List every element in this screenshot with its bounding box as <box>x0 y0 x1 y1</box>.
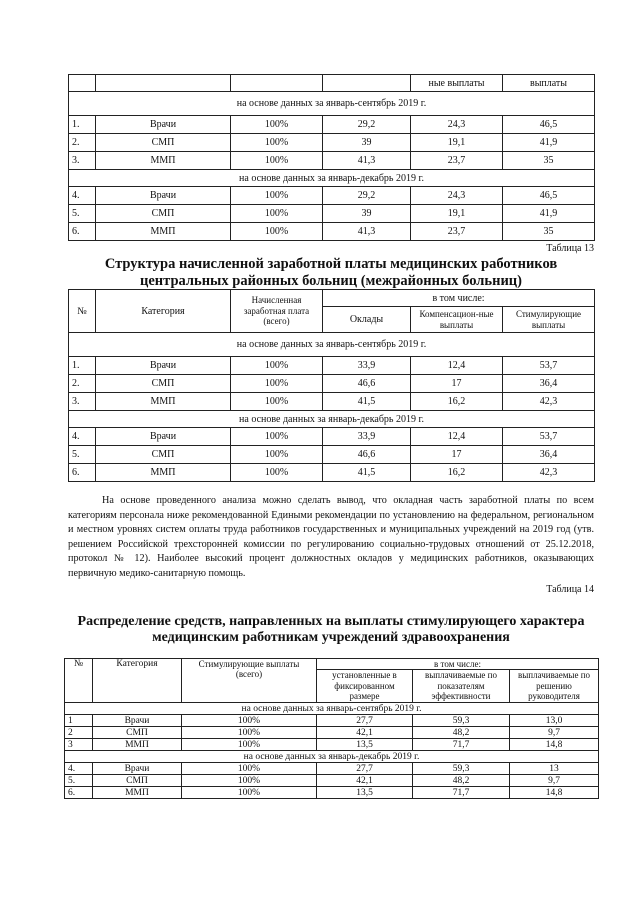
row-number: 3 <box>65 739 93 751</box>
table-14 <box>64 658 599 799</box>
value-cell: 36,4 <box>503 446 595 464</box>
category-cell: Врачи <box>93 715 182 727</box>
section-row <box>69 333 595 357</box>
table-14-label: Таблица 14 <box>546 584 594 595</box>
table-row <box>69 152 595 170</box>
value-cell: 53,7 <box>503 357 595 375</box>
section-title: на основе данных за январь-сентябрь 2019 г. <box>65 703 599 715</box>
value-cell: 29,2 <box>323 116 411 134</box>
total-cell: 100% <box>231 446 323 464</box>
section-row <box>65 751 599 763</box>
total-cell: 100% <box>182 763 317 775</box>
value-cell: 46,6 <box>323 446 411 464</box>
value-cell: 42,3 <box>503 464 595 482</box>
value-cell: 35 <box>503 152 595 170</box>
value-cell: 46,5 <box>503 187 595 205</box>
category-cell: Врачи <box>96 428 231 446</box>
category-cell: ММП <box>93 739 182 751</box>
value-cell: 71,7 <box>413 787 510 799</box>
header-row <box>69 290 595 307</box>
header-row <box>65 659 599 670</box>
row-number: 2. <box>69 375 96 393</box>
header-cell: Категория <box>93 659 182 703</box>
header-cell: Категория <box>96 290 231 333</box>
section-row <box>69 170 595 187</box>
total-cell: 100% <box>231 116 323 134</box>
total-cell: 100% <box>182 787 317 799</box>
header-row <box>69 75 595 92</box>
table-14-title: Распределение средств, направленных на выплаты стимулирующего характера медицинским работникам учреждений здравоохранения <box>77 614 585 646</box>
value-cell: 48,2 <box>413 727 510 739</box>
value-cell: 41,9 <box>503 134 595 152</box>
section-title: на основе данных за январь-декабрь 2019 г. <box>69 170 595 187</box>
table-row <box>69 357 595 375</box>
value-cell: 27,7 <box>317 763 413 775</box>
value-cell: 33,9 <box>323 357 411 375</box>
category-cell: СМП <box>96 446 231 464</box>
category-cell: СМП <box>96 134 231 152</box>
value-cell: 41,3 <box>323 152 411 170</box>
table-row <box>69 116 595 134</box>
table-13-title: Структура начисленной заработной платы медицинских работников центральных районных больниц (межрайонных больниц) <box>104 256 558 289</box>
category-cell: ММП <box>93 787 182 799</box>
value-cell: 14,8 <box>510 739 599 751</box>
table-12-continued <box>68 74 595 241</box>
table-row <box>69 223 595 241</box>
header-cell: ные выплаты <box>411 75 503 92</box>
section-title: на основе данных за январь-сентябрь 2019 г. <box>69 333 595 357</box>
total-cell: 100% <box>231 187 323 205</box>
value-cell: 17 <box>411 375 503 393</box>
total-cell: 100% <box>231 152 323 170</box>
table-row <box>69 375 595 393</box>
table-row <box>65 775 599 787</box>
value-cell: 23,7 <box>411 152 503 170</box>
category-cell: Врачи <box>96 187 231 205</box>
value-cell: 41,5 <box>323 464 411 482</box>
row-number: 4. <box>65 763 93 775</box>
header-cell: в том числе: <box>317 659 599 670</box>
header-cell: № <box>65 659 93 703</box>
row-number: 6. <box>65 787 93 799</box>
value-cell: 36,4 <box>503 375 595 393</box>
row-number: 1. <box>69 116 96 134</box>
section-row <box>65 703 599 715</box>
total-cell: 100% <box>182 739 317 751</box>
total-cell: 100% <box>231 375 323 393</box>
total-cell: 100% <box>182 715 317 727</box>
table-row <box>69 205 595 223</box>
row-number: 3. <box>69 393 96 411</box>
category-cell: Врачи <box>96 116 231 134</box>
value-cell: 19,1 <box>411 205 503 223</box>
value-cell: 42,1 <box>317 775 413 787</box>
row-number: 5. <box>69 205 96 223</box>
value-cell: 42,1 <box>317 727 413 739</box>
section-title: на основе данных за январь-декабрь 2019 г. <box>65 751 599 763</box>
row-number: 5. <box>69 446 96 464</box>
value-cell: 27,7 <box>317 715 413 727</box>
value-cell: 19,1 <box>411 134 503 152</box>
category-cell: СМП <box>93 775 182 787</box>
value-cell: 13,5 <box>317 739 413 751</box>
header-cell: Оклады <box>323 307 411 333</box>
header-cell: в том числе: <box>323 290 595 307</box>
total-cell: 100% <box>231 134 323 152</box>
row-number: 2 <box>65 727 93 739</box>
value-cell: 12,4 <box>411 428 503 446</box>
row-number: 4. <box>69 428 96 446</box>
value-cell: 9,7 <box>510 775 599 787</box>
value-cell: 13 <box>510 763 599 775</box>
table-13 <box>68 289 595 482</box>
value-cell: 46,5 <box>503 116 595 134</box>
row-number: 4. <box>69 187 96 205</box>
value-cell: 39 <box>323 205 411 223</box>
table-row <box>69 446 595 464</box>
value-cell: 24,3 <box>411 116 503 134</box>
category-cell: Врачи <box>96 357 231 375</box>
value-cell: 17 <box>411 446 503 464</box>
table-row <box>65 763 599 775</box>
row-number: 6. <box>69 464 96 482</box>
value-cell: 48,2 <box>413 775 510 787</box>
category-cell: ММП <box>96 152 231 170</box>
value-cell: 16,2 <box>411 464 503 482</box>
table-row <box>69 187 595 205</box>
total-cell: 100% <box>231 464 323 482</box>
value-cell: 33,9 <box>323 428 411 446</box>
table-row <box>65 787 599 799</box>
table-row <box>65 727 599 739</box>
total-cell: 100% <box>231 357 323 375</box>
value-cell: 13,0 <box>510 715 599 727</box>
value-cell: 13,5 <box>317 787 413 799</box>
header-cell: выплаты <box>503 75 595 92</box>
category-cell: ММП <box>96 223 231 241</box>
table-13-label: Таблица 13 <box>546 243 594 254</box>
row-number: 1 <box>65 715 93 727</box>
section-row <box>69 411 595 428</box>
value-cell: 23,7 <box>411 223 503 241</box>
value-cell: 12,4 <box>411 357 503 375</box>
analysis-paragraph <box>68 494 594 581</box>
value-cell: 41,3 <box>323 223 411 241</box>
header-cell: выплачиваемые по решению руководителя <box>510 670 599 703</box>
value-cell: 41,9 <box>503 205 595 223</box>
category-cell: СМП <box>96 205 231 223</box>
header-cell: Начисленная заработная плата (всего) <box>231 290 323 333</box>
header-cell: установленные в фиксированном размере <box>317 670 413 703</box>
value-cell: 41,5 <box>323 393 411 411</box>
row-number: 6. <box>69 223 96 241</box>
row-number: 2. <box>69 134 96 152</box>
table-row <box>69 134 595 152</box>
value-cell: 53,7 <box>503 428 595 446</box>
value-cell: 42,3 <box>503 393 595 411</box>
category-cell: ММП <box>96 464 231 482</box>
value-cell: 29,2 <box>323 187 411 205</box>
header-cell: выплачиваемые по показателям эффективности <box>413 670 510 703</box>
header-cell: № <box>69 290 96 333</box>
row-number: 1. <box>69 357 96 375</box>
header-cell: Стимулирующие выплаты <box>503 307 595 333</box>
header-cell: Стимулирующие выплаты (всего) <box>182 659 317 703</box>
row-number: 3. <box>69 152 96 170</box>
value-cell: 71,7 <box>413 739 510 751</box>
category-cell: СМП <box>93 727 182 739</box>
value-cell: 59,3 <box>413 763 510 775</box>
value-cell: 46,6 <box>323 375 411 393</box>
table-row <box>69 393 595 411</box>
table-row <box>65 715 599 727</box>
header-cell: Компенсацион-ные выплаты <box>411 307 503 333</box>
table-row <box>69 428 595 446</box>
total-cell: 100% <box>231 393 323 411</box>
value-cell: 35 <box>503 223 595 241</box>
table-row <box>65 739 599 751</box>
section-row <box>69 92 595 116</box>
category-cell: ММП <box>96 393 231 411</box>
section-title: на основе данных за январь-сентябрь 2019 г. <box>69 92 595 116</box>
value-cell: 9,7 <box>510 727 599 739</box>
row-number: 5. <box>65 775 93 787</box>
total-cell: 100% <box>231 205 323 223</box>
value-cell: 24,3 <box>411 187 503 205</box>
value-cell: 16,2 <box>411 393 503 411</box>
category-cell: СМП <box>96 375 231 393</box>
value-cell: 14,8 <box>510 787 599 799</box>
section-title: на основе данных за январь-декабрь 2019 г. <box>69 411 595 428</box>
paragraph-text: На основе проведенного анализа можно сделать вывод, что окладная часть заработной платы по всем категориям персонала ниже рекомендованной Едиными рекомендации по установлению на федеральном, региональном и местном уровнях систем оплаты труда работников государственных и муниципальных учреждений на 2019 год (утв. решением Российской трехсторонней комиссии по регулированию социально-трудовых отношений от 25.12.2018, протокол № 12). Наиболее высокий процент должностных окладов у медицинских работников, оказывающих первичную медико-санитарную помощь. <box>68 495 594 579</box>
total-cell: 100% <box>182 727 317 739</box>
value-cell: 39 <box>323 134 411 152</box>
table-row <box>69 464 595 482</box>
category-cell: Врачи <box>93 763 182 775</box>
total-cell: 100% <box>231 223 323 241</box>
total-cell: 100% <box>231 428 323 446</box>
value-cell: 59,3 <box>413 715 510 727</box>
total-cell: 100% <box>182 775 317 787</box>
